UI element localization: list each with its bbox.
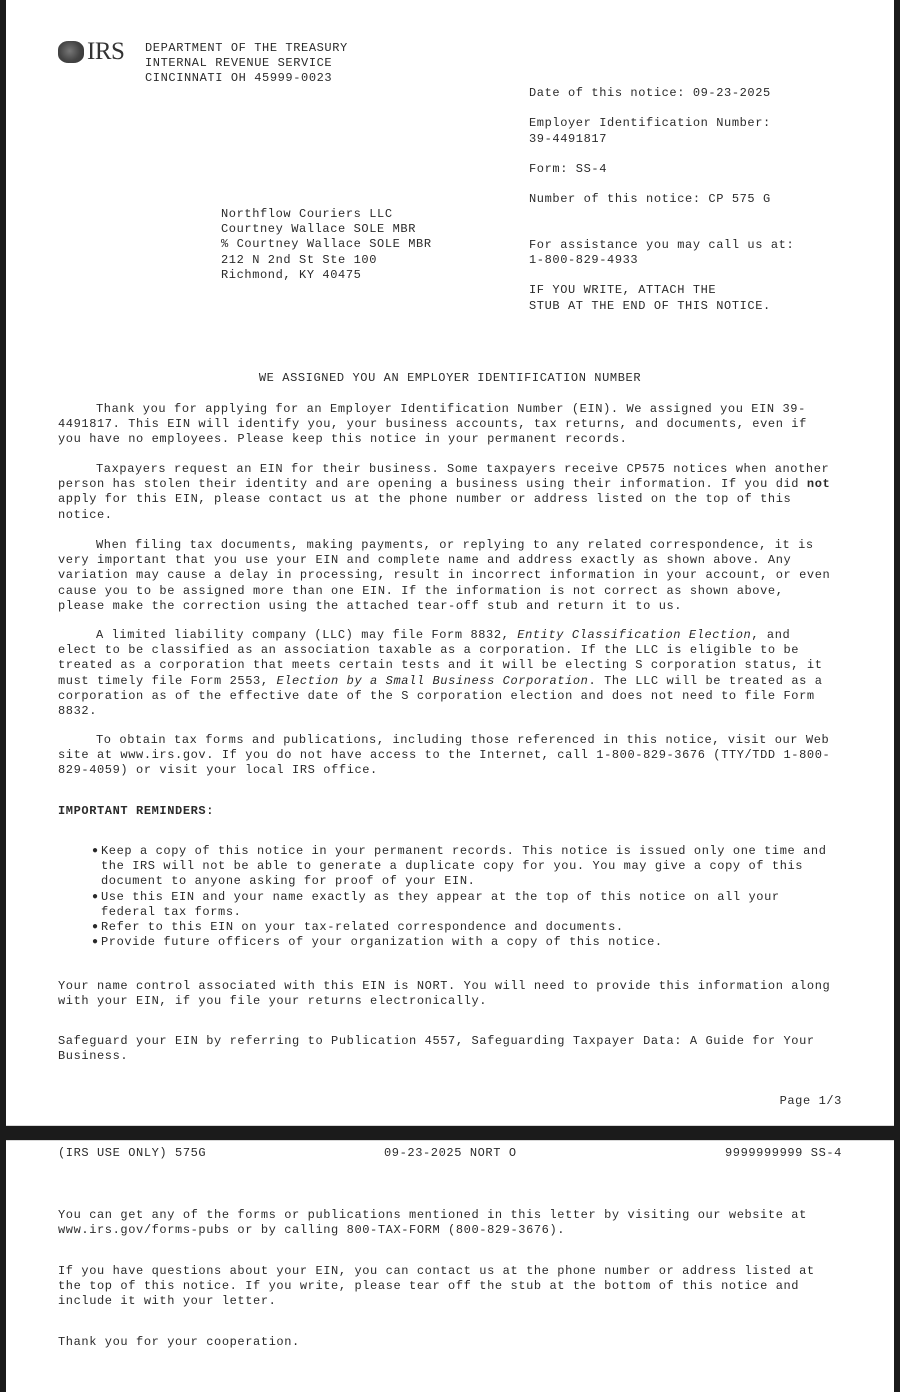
- reminders-heading: [58, 804, 214, 819]
- reminder-item: [92, 935, 827, 950]
- notice-title: [6, 371, 894, 386]
- name-control-paragraph: [58, 979, 830, 1009]
- title-text: WE ASSIGNED YOU AN EMPLOYER IDENTIFICATION NUMBER: [258, 371, 642, 385]
- text-line: 829-4059) or visit your local IRS office.: [58, 763, 378, 778]
- text-line: Business.: [58, 1049, 129, 1064]
- text-line: treated as a corporation that meets certain tests and it will be electing S corporation status, it: [58, 658, 823, 673]
- text-line: cause you to be assigned more than one EIN. If the information is not correct as shown above,: [58, 583, 784, 598]
- bullet-icon: ●: [92, 891, 99, 903]
- text-line: [529, 208, 794, 223]
- text-line: [58, 477, 830, 492]
- paragraph-forms-pubs: [58, 1208, 807, 1238]
- text-line: [58, 674, 823, 689]
- text-line: For assistance you may call us at:: [529, 237, 795, 252]
- text-line: Courtney Wallace SOLE MBR: [221, 222, 417, 237]
- text-line: Date of this notice: 09-23-2025: [529, 86, 771, 100]
- recipient-address: [221, 207, 432, 283]
- text-line: Employer Identification Number:: [529, 116, 771, 131]
- irs-logo: [58, 40, 124, 64]
- text-line: Keep a copy of this notice in your permanent records. This notice is issued only one time and: [101, 844, 827, 858]
- stub-header-right: [725, 1146, 842, 1161]
- text-line: Your name control associated with this EIN is NORT. You will need to provide this information along: [58, 979, 831, 993]
- text-segment: . The LLC will be treated as a: [588, 673, 823, 688]
- text-line: variation may cause a delay in processing, result in incorrect information in your account, or even: [58, 568, 831, 583]
- text-line: Taxpayers request an EIN for their business. Some taxpayers receive CP575 notices when another: [96, 462, 830, 476]
- text-line: [58, 628, 823, 643]
- paragraph-questions: [58, 1264, 815, 1310]
- text-segment: person has stolen their identity and are opening a business using their information. If you did: [58, 477, 807, 492]
- text-line: Richmond, KY 40475: [221, 267, 362, 282]
- text-line: Provide future officers of your organization with a copy of this notice.: [101, 935, 663, 950]
- text-line: the top of this notice. If you write, please tear off the stub at the bottom of this notice and: [58, 1279, 800, 1294]
- text-line: please make the correction using the attached tear-off stub and return it to us.: [58, 598, 683, 613]
- safeguard-paragraph: [58, 1034, 815, 1064]
- notice-page-1: [6, 0, 894, 1126]
- text-line: you have no employees. Please keep this notice in your permanent records.: [58, 432, 628, 447]
- text-line: [529, 101, 794, 116]
- text-line: Number of this notice: CP 575 G: [529, 192, 771, 207]
- notice-info: [529, 86, 794, 314]
- sender-address: [145, 41, 348, 87]
- text-line: CINCINNATI OH 45999-0023: [145, 71, 333, 86]
- text-line: [529, 177, 794, 192]
- text-line: INTERNAL REVENUE SERVICE: [145, 56, 333, 71]
- text-segment: , and: [751, 628, 791, 642]
- reminders-heading-text: IMPORTANT REMINDERS:: [58, 804, 215, 818]
- reminders-list: [92, 844, 827, 950]
- text-line: [529, 147, 794, 162]
- text-line: 39-4491817: [529, 131, 608, 146]
- text-line: the IRS will not be able to generate a duplicate copy for you. You may give a copy of this: [101, 859, 804, 874]
- text-line: % Courtney Wallace SOLE MBR: [221, 237, 432, 252]
- text-line: include it with your letter.: [58, 1294, 277, 1309]
- reminder-item: [92, 919, 827, 935]
- text-line: If you have questions about your EIN, you can contact us at the phone number or address listed at: [58, 1264, 815, 1278]
- text-line: 212 N 2nd St Ste 100: [221, 252, 378, 267]
- page-number: [780, 1094, 842, 1109]
- paragraph-forms: [58, 733, 830, 779]
- text-line: 1-800-829-4933: [529, 253, 639, 268]
- irs-use-only-code: (IRS USE ONLY) 575G: [58, 1146, 207, 1160]
- italic-text: Election by a Small Business Corporation: [276, 673, 589, 688]
- text-line: Safeguard your EIN by referring to Publication 4557, Safeguarding Taxpayer Data: A Guide for Your: [58, 1034, 815, 1048]
- text-line: You can get any of the forms or publications mentioned in this letter by visiting our website at: [58, 1208, 807, 1222]
- text-segment: must timely file Form 2553,: [58, 673, 277, 688]
- irs-eagle-seal-icon: [58, 41, 84, 63]
- text-line: Northflow Couriers LLC: [221, 207, 393, 221]
- text-line: federal tax forms.: [101, 904, 242, 919]
- text-line: www.irs.gov/forms-pubs or by calling 800-TAX-FORM (800-829-3676).: [58, 1223, 566, 1238]
- text-line: Form: SS-4: [529, 161, 608, 176]
- text-line: with your EIN, if you file your returns electronically.: [58, 994, 488, 1009]
- text-line: Thank you for applying for an Employer Identification Number (EIN). We assigned you EIN 39-: [96, 402, 806, 416]
- text-line: To obtain tax forms and publications, including those referenced in this notice, visit our Web: [96, 733, 830, 747]
- ein-form-code: 9999999999 SS-4: [724, 1146, 842, 1160]
- bullet-icon: ●: [92, 846, 99, 857]
- text-line: corporation as of the effective date of the S corporation election and does not need to file Form: [58, 688, 815, 703]
- paragraph-ein-assigned: [58, 402, 807, 448]
- text-line: When filing tax documents, making payments, or replying to any related correspondence, it is: [96, 538, 814, 552]
- text-line: STUB AT THE END OF THIS NOTICE.: [529, 298, 771, 313]
- text-line: Refer to this EIN on your tax-related correspondence and documents.: [101, 919, 624, 934]
- paragraph-thanks: [58, 1335, 300, 1350]
- text-line: document to anyone asking for proof of your EIN.: [101, 874, 476, 889]
- text-line: Thank you for your cooperation.: [58, 1335, 300, 1349]
- bullet-icon: ●: [92, 937, 99, 949]
- text-line: apply for this EIN, please contact us at the phone number or address listed on the top of this: [58, 492, 792, 507]
- stub-header-left: [58, 1146, 206, 1161]
- text-line: very important that you use your EIN and complete name and address exactly as shown above. Any: [58, 553, 792, 568]
- text-line: IF YOU WRITE, ATTACH THE: [529, 283, 717, 298]
- text-line: [529, 223, 794, 238]
- irs-logo-text: IRS: [87, 38, 125, 65]
- page-number-text: Page 1/3: [779, 1094, 842, 1108]
- text-line: notice.: [58, 507, 113, 522]
- text-line: 4491817. This EIN will identify you, your business accounts, tax returns, and documents, even if: [58, 417, 807, 432]
- bullet-icon: ●: [92, 921, 99, 933]
- italic-text: Entity Classification Election: [517, 628, 752, 642]
- paragraph-llc: [58, 628, 823, 719]
- text-line: elect to be classified as an association taxable as a corporation. If the LLC is eligible to be: [58, 643, 800, 658]
- stub-header-middle: [384, 1146, 517, 1161]
- text-line: [529, 268, 794, 283]
- text-segment: A limited liability company (LLC) may file Form 8832,: [96, 628, 518, 642]
- text-line: Use this EIN and your name exactly as they appear at the top of this notice on all your: [101, 889, 780, 904]
- text-line: 8832.: [58, 703, 98, 718]
- paragraph-identity-theft: [58, 462, 830, 523]
- reminder-item: [92, 889, 827, 920]
- paragraph-filing: [58, 538, 830, 614]
- bold-text: not: [806, 477, 831, 492]
- date-name-control: 09-23-2025 NORT O: [384, 1146, 517, 1160]
- reminder-item: [92, 844, 827, 890]
- notice-page-2: [6, 1140, 894, 1392]
- text-line: DEPARTMENT OF THE TREASURY: [145, 41, 348, 55]
- text-line: site at www.irs.gov. If you do not have access to the Internet, call 1-800-829-3676 (TTY/TDD 1-800-: [58, 748, 831, 763]
